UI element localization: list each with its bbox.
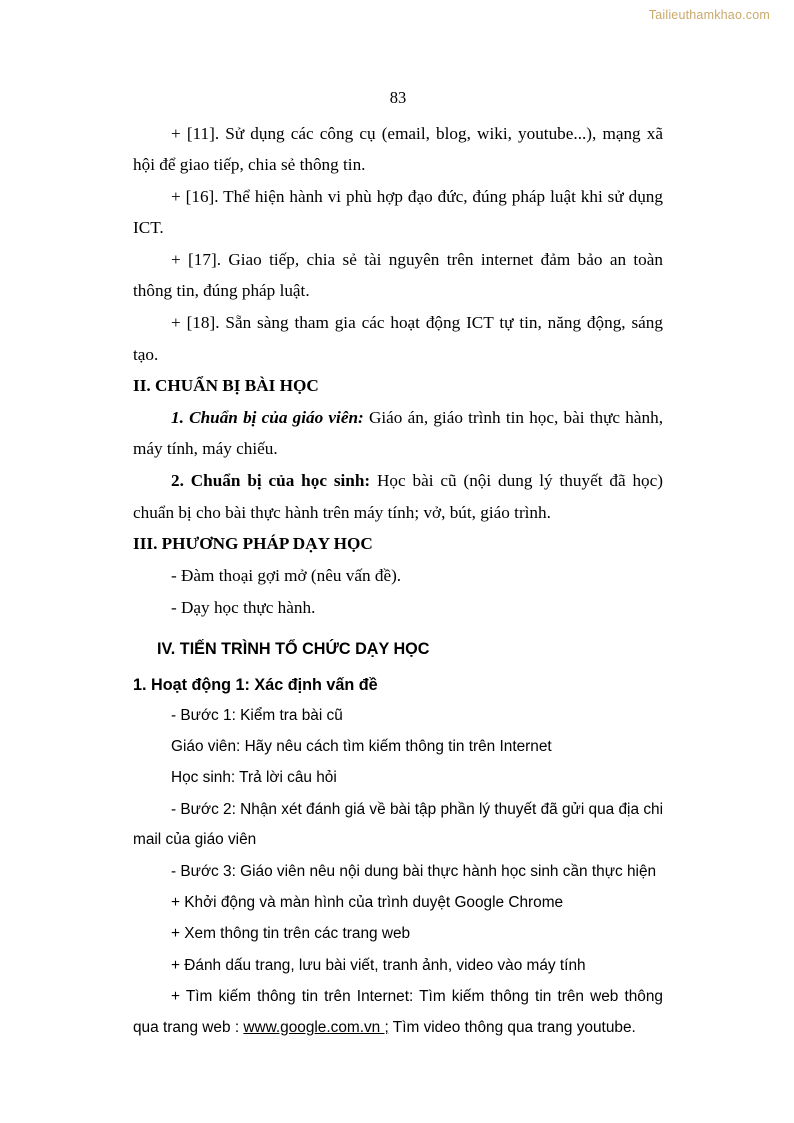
paragraph-teacher-question: Giáo viên: Hãy nêu cách tìm kiếm thông tin trên Internet bbox=[171, 738, 552, 756]
label-prep-student: 2. Chuẩn bị của học sinh: bbox=[171, 471, 371, 491]
label-prep-teacher: 1. Chuẩn bị của giáo viên: bbox=[171, 408, 364, 428]
heading-section-iv: IV. TIẾN TRÌNH TỔ CHỨC DẠY HỌC bbox=[157, 640, 430, 659]
bullet-4-text-post: Tìm video thông qua trang youtube. bbox=[388, 1018, 636, 1036]
paragraph-step-1: - Bước 1: Kiểm tra bài cũ bbox=[171, 706, 343, 724]
paragraph-method-2: - Dạy học thực hành. bbox=[171, 597, 316, 617]
watermark-text: Tailieuthamkhao.com bbox=[648, 8, 770, 22]
paragraph-prep-student bbox=[133, 465, 663, 528]
paragraph-item-18: + [18]. Sẵn sàng tham gia các hoạt động ICT tự tin, năng động, sáng tạo. bbox=[133, 313, 663, 364]
paragraph-student-answer: Học sinh: Trả lời câu hỏi bbox=[171, 769, 337, 787]
paragraph-prep-teacher bbox=[133, 402, 663, 465]
text-prep-teacher: Giáo án, giáo trình tin học, bài thực hành, máy tính, máy chiếu. bbox=[133, 408, 663, 459]
page-number: 83 bbox=[389, 88, 407, 107]
paragraph-item-16: + [16]. Thể hiện hành vi phù hợp đạo đức, đúng pháp luật khi sử dụng ICT. bbox=[133, 187, 663, 238]
paragraph-step-3: - Bước 3: Giáo viên nêu nội dung bài thực hành học sinh cần thực hiện bbox=[171, 862, 657, 880]
heading-section-ii: II. CHUẨN BỊ BÀI HỌC bbox=[133, 376, 319, 396]
text-prep-student: Học bài cũ (nội dung lý thuyết đã học) chuẩn bị cho bài thực hành trên máy tính; vở, bút, giáo trình. bbox=[133, 471, 663, 522]
paragraph-bullet-4 bbox=[133, 982, 663, 1044]
paragraph-bullet-3: + Đánh dấu trang, lưu bài viết, tranh ảnh, video vào máy tính bbox=[171, 956, 586, 974]
page-content bbox=[133, 88, 663, 1044]
paragraph-item-17: + [17]. Giao tiếp, chia sẻ tài nguyên trên internet đảm bảo an toàn thông tin, đúng pháp luật. bbox=[133, 250, 663, 301]
heading-section-iii: III. PHƯƠNG PHÁP DẠY HỌC bbox=[133, 534, 373, 554]
paragraph-item-11: + [11]. Sử dụng các công cụ (email, blog, wiki, youtube...), mạng xã hội để giao tiếp, chia sẻ thông tin. bbox=[133, 124, 663, 175]
paragraph-method-1: - Đàm thoại gợi mở (nêu vấn đề). bbox=[171, 566, 402, 586]
paragraph-bullet-1: + Khởi động và màn hình của trình duyệt Google Chrome bbox=[171, 894, 564, 912]
heading-activity-1: 1. Hoạt động 1: Xác định vấn đề bbox=[133, 675, 378, 694]
paragraph-bullet-2: + Xem thông tin trên các trang web bbox=[171, 925, 411, 943]
paragraph-step-2: - Bước 2: Nhận xét đánh giá về bài tập phần lý thuyết đã gửi qua địa chi mail của giáo viên bbox=[133, 800, 663, 849]
bullet-4-text-pre: + Tìm kiếm thông tin trên Internet: Tìm kiếm thông tin trên web thông qua trang web : bbox=[133, 988, 663, 1036]
google-link[interactable]: www.google.com.vn ; bbox=[243, 1018, 389, 1036]
